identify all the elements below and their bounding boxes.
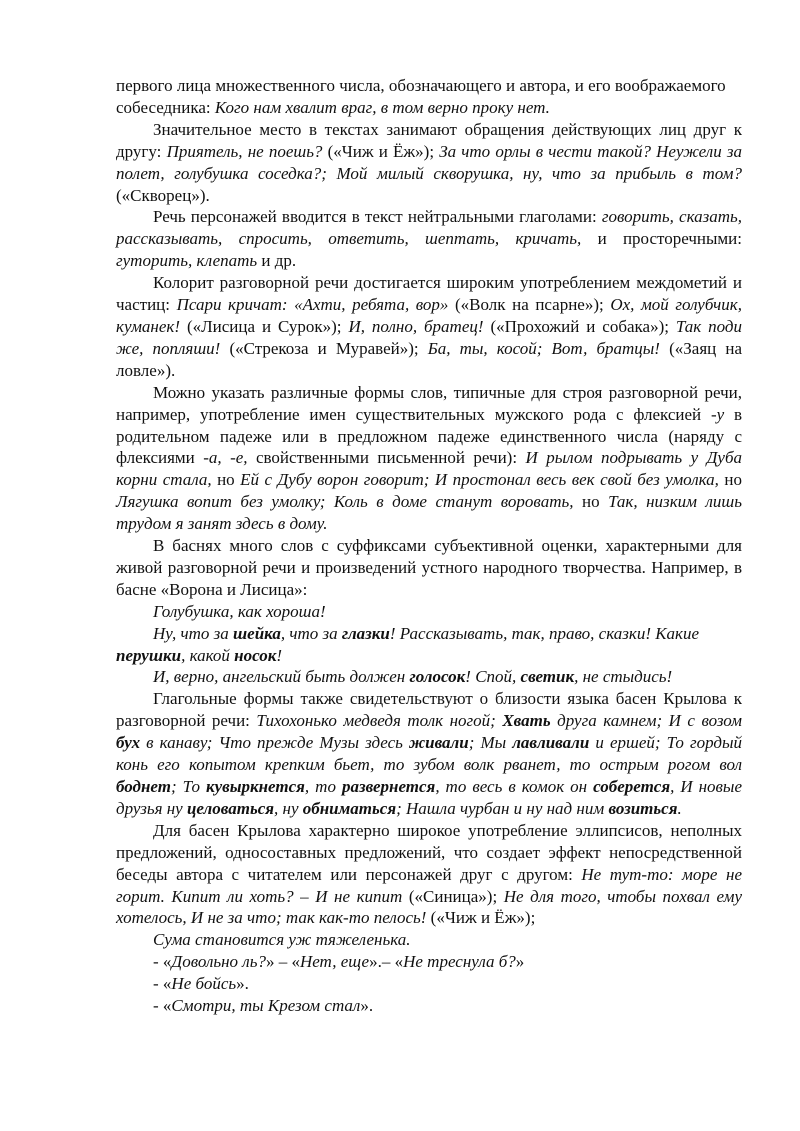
dialogue-line [116, 973, 742, 995]
italic-quote: И, верно, ангельский быть должен [153, 667, 410, 687]
emphasized-word: бух [116, 733, 141, 753]
italic-quote: ; Мы [468, 733, 513, 753]
italic-quote: Приятель, не поешь? [166, 141, 323, 161]
paragraph [116, 75, 742, 119]
italic-quote: , что за [280, 623, 342, 643]
italic-quote: , не стыдись! [574, 667, 673, 687]
paragraph [116, 688, 742, 819]
text-run: («Чиж и Ёж»); [426, 908, 536, 928]
emphasized-word: кувыркнется [205, 777, 305, 796]
emphasized-word: соберется [593, 777, 671, 796]
emphasized-word: возиться [608, 798, 678, 818]
emphasized-word: Хвать [502, 711, 551, 731]
emphasized-word: носок [234, 645, 277, 665]
text-run: ». [360, 996, 374, 1016]
text-run: и др. [257, 251, 297, 271]
italic-quote: гуторить, клепать [116, 251, 258, 271]
italic-quote: , то [304, 777, 342, 796]
text-run: - « [153, 974, 172, 994]
text-run: и просторечными: [581, 229, 742, 249]
italic-quote: и ершей; То гордый конь его копытом крепким бьет, то зубом волк рванет, то острым рогом вол [116, 733, 742, 775]
italic-quote: , И новые друзья ну [116, 777, 742, 818]
text-run: («Скворец»). [116, 185, 210, 205]
text-run: («Стрекоза и Муравей»); [220, 338, 428, 358]
italic-quote: Ох, мой голубчик, куманек! [116, 295, 742, 336]
emphasized-word: лавливали [512, 733, 590, 753]
italic-quote: , то весь в комок он [435, 777, 594, 796]
emphasized-word: живали [408, 733, 469, 753]
emphasized-word: обниматься [302, 798, 397, 818]
emphasized-word: развернется [341, 777, 436, 796]
italic-quote: Так поди же, попляши! [116, 316, 743, 358]
italic-quote: Не треснула б? [403, 952, 516, 972]
text-run: - « [153, 996, 172, 1016]
italic-quote: говорить, сказать, рассказывать, спросить, ответить, шептать, кричать, [116, 207, 742, 249]
emphasized-word: целоваться [186, 798, 275, 818]
italic-quote: И рылом подрывать у Дуба корни стала, [116, 448, 743, 490]
emphasized-word: перушки [116, 645, 182, 665]
text-run: Колорит разговорной речи достигается широким употреблением междометий и частиц: [116, 273, 742, 315]
emphasized-word: боднет [116, 777, 171, 796]
italic-quote: За что орлы в чести такой? Неужели за полет, голубушка соседка?; Мой милый скворушка, ну, что за прибыль в том? [116, 141, 742, 183]
text-run: но [718, 470, 742, 490]
italic-quote: в канаву; Что прежде Музы здесь [140, 733, 409, 753]
emphasized-word: светик [520, 667, 575, 687]
text-run: («Синица»); [402, 886, 504, 906]
dialogue-line [116, 995, 742, 1017]
paragraph [116, 119, 742, 207]
verse-line [116, 666, 742, 688]
italic-quote: Лягушка вопит без умолку; Коль в доме станут воровать, [116, 492, 574, 512]
text-run: («Лисица и Сурок»); [180, 316, 349, 336]
text-run: («Прохожий и собака»); [483, 316, 676, 336]
italic-quote: Псари кричат: «Ахти, ребята, вор» [176, 295, 449, 315]
verse-line [116, 623, 742, 667]
paragraph [116, 535, 742, 601]
text-run: но [211, 470, 241, 490]
paragraph [116, 820, 742, 930]
text-run: Можно указать различные формы слов, типичные для строя разговорной речи, например, употребление имен существительных мужского рода с флексией [116, 382, 742, 424]
verse-line [116, 601, 742, 623]
italic-quote: ! Рассказывать, так, право, сказки! Какие [389, 623, 700, 643]
paragraph [116, 272, 742, 382]
text-run: («Волк на псарне»); [448, 295, 611, 315]
italic-quote: -у [710, 404, 725, 424]
italic-quote: Ну, что за [153, 623, 233, 643]
text-run: ».– « [369, 952, 404, 972]
italic-quote: Сума становится уж тяжеленька. [153, 930, 411, 950]
italic-quote: Ей с Дубу ворон говорит; И простонал весь век свой без умолка, [240, 470, 719, 490]
emphasized-word: глазки [341, 623, 390, 643]
italic-quote: И, полно, братец! [348, 316, 484, 336]
text-run: ». [236, 974, 249, 994]
italic-quote: Ба, ты, косой; Вот, братцы! [427, 338, 660, 358]
italic-quote: ; То [170, 777, 206, 796]
italic-quote: ; Нашла чурбан и ну над ним [396, 798, 609, 818]
italic-quote: друга камнем; И с возом [550, 711, 742, 731]
text-run: Значительное место в текстах занимают обращения действующих лиц друг к другу: [116, 119, 742, 161]
italic-quote: Не тут-то: море не горит. Кипит ли хоть? – И не кипит [116, 864, 742, 906]
emphasized-word: шейка [233, 623, 281, 643]
text-run: Речь персонажей вводится в текст нейтральными глаголами: [153, 207, 602, 227]
italic-quote: Довольно ль? [171, 952, 266, 972]
text-run: свойственными письменной речи): [247, 448, 526, 468]
text-run: » [515, 952, 525, 972]
text-run: в родительном падеже или в предложном падеже единственного числа (наряду с флексиями [116, 404, 743, 468]
paragraph [116, 382, 742, 535]
italic-quote: Смотри, ты Крезом стал [171, 996, 361, 1016]
italic-quote: . [677, 798, 682, 818]
text-run: » – « [265, 952, 300, 972]
document-page [116, 75, 742, 1017]
italic-quote: Тихохонько медведя толк ногой; [256, 711, 503, 731]
italic-quote: , ну [274, 798, 303, 818]
italic-quote: Голубушка, как хороша! [153, 601, 326, 621]
text-run: В баснях много слов с суффиксами субъективной оценки, характерными для живой разговорной речи и произведений устного народного творчества. Например, в басне «Ворона и Лисица»: [116, 536, 742, 599]
italic-quote: Кого нам хвалит враг, в том верно проку нет. [214, 97, 550, 117]
text-run: - « [153, 952, 172, 972]
dialogue-line [116, 951, 742, 973]
italic-quote: , какой [181, 645, 235, 665]
italic-quote: Не для того, чтобы похвал ему хотелось, И не за что; так как-то пелось! [116, 886, 742, 928]
italic-quote: ! Спой, [465, 667, 521, 687]
italic-quote: Так, низким лишь трудом я занят здесь в дому. [116, 492, 742, 534]
italic-quote: ! [276, 645, 283, 665]
italic-quote: Нет, еще [299, 952, 370, 972]
italic-quote: Не бойсь [171, 974, 237, 994]
paragraph [116, 206, 742, 272]
text-run: но [573, 492, 609, 512]
emphasized-word: голосок [409, 667, 466, 687]
verse-line [116, 929, 742, 951]
text-run: первого лица множественного числа, обозначающего и автора, и его воображаемого собеседника: [116, 76, 726, 117]
italic-quote: -а, -е, [203, 448, 248, 468]
text-run: Глагольные формы также свидетельствуют о близости языка басен Крылова к разговорной речи: [116, 689, 742, 731]
text-run: («Чиж и Ёж»); [322, 141, 440, 161]
text-run: («Заяц на ловле»). [116, 338, 742, 380]
text-run: Для басен Крылова характерно широкое употребление эллипсисов, неполных предложений, односоставных предложений, что создает эффект непосредственной беседы автора с читателем или персонажей друг с другом: [116, 820, 742, 884]
